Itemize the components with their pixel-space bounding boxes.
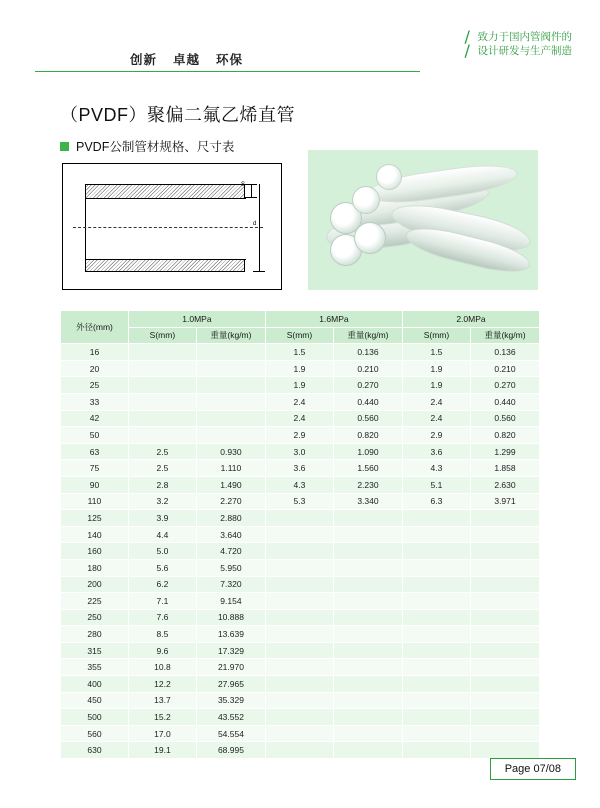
drawing-tick-mid [245,197,257,198]
cell-value [470,725,539,742]
header-group-3: 2.0MPa [402,311,539,328]
cell-value [470,692,539,709]
cell-value [333,510,402,527]
cell-outer-diameter: 125 [61,510,129,527]
header-weight-2: 重量(kg/m) [333,327,402,344]
cell-value [333,676,402,693]
cell-value: 1.5 [265,344,333,361]
cell-outer-diameter: 400 [61,676,129,693]
table-row [61,344,540,361]
cell-value [333,626,402,643]
table-row [61,377,540,394]
cell-value: 10.888 [196,609,265,626]
cell-outer-diameter: 16 [61,344,129,361]
cell-value [265,593,333,610]
cell-value: 2.230 [333,476,402,493]
cell-value: 1.9 [402,377,470,394]
pipe-end-circle [376,164,402,190]
cell-value: 10.8 [128,659,196,676]
cell-value: 2.9 [265,427,333,444]
table-row [61,559,540,576]
cell-value [196,344,265,361]
cell-value [470,559,539,576]
cell-outer-diameter: 140 [61,526,129,543]
cell-value [333,642,402,659]
cell-value: 2.8 [128,476,196,493]
table-row [61,360,540,377]
table-row [61,626,540,643]
cell-value: 7.6 [128,609,196,626]
cell-outer-diameter: 90 [61,476,129,493]
header-tagline [464,27,573,60]
cell-value [333,742,402,759]
cell-value [402,609,470,626]
cell-value: 8.5 [128,626,196,643]
header-s-3: S(mm) [402,327,470,344]
table-row [61,476,540,493]
cell-value: 17.0 [128,725,196,742]
cell-value: 1.858 [470,460,539,477]
cell-value [196,427,265,444]
cell-value [128,377,196,394]
cell-value: 2.9 [402,427,470,444]
slogan-word-1: 创新 [130,53,158,67]
section-title-label: PVDF公制管材规格、尺寸表 [76,140,235,154]
cell-outer-diameter: 630 [61,742,129,759]
drawing-dimension-d [259,184,260,272]
cell-outer-diameter: 180 [61,559,129,576]
cell-value: 2.5 [128,460,196,477]
cell-value [265,543,333,560]
cell-value [265,526,333,543]
cell-value: 1.5 [402,344,470,361]
cell-value [402,576,470,593]
cell-value: 4.4 [128,526,196,543]
cell-value: 2.4 [402,410,470,427]
cell-value: 2.4 [265,393,333,410]
cell-value [402,742,470,759]
table-sub-header-row [61,327,540,344]
cell-value: 4.720 [196,543,265,560]
cell-outer-diameter: 75 [61,460,129,477]
table-row [61,609,540,626]
cell-value [333,609,402,626]
cell-value [333,593,402,610]
cell-value: 1.110 [196,460,265,477]
cell-value: 17.329 [196,642,265,659]
cell-value: 0.560 [333,410,402,427]
cell-value: 1.9 [265,377,333,394]
cell-value [265,692,333,709]
table-row [61,742,540,759]
cell-value: 3.6 [265,460,333,477]
cell-value: 0.210 [470,360,539,377]
cell-value: 0.136 [470,344,539,361]
cell-value: 68.995 [196,742,265,759]
cell-value: 9.154 [196,593,265,610]
cell-value [196,410,265,427]
cell-outer-diameter: 355 [61,659,129,676]
header-outer-diameter: 外径(mm) [61,311,129,344]
table-row [61,593,540,610]
cell-value: 1.9 [265,360,333,377]
cell-outer-diameter: 450 [61,692,129,709]
pipe-cross-section-drawing [62,163,282,290]
cell-value [402,659,470,676]
cell-value [470,609,539,626]
cell-outer-diameter: 315 [61,642,129,659]
cell-outer-diameter: 250 [61,609,129,626]
cell-outer-diameter: 42 [61,410,129,427]
cell-value [470,642,539,659]
cell-value: 4.3 [402,460,470,477]
cell-value: 21.970 [196,659,265,676]
header-group-1: 1.0MPa [128,311,265,328]
header-weight-1: 重量(kg/m) [196,327,265,344]
cell-value [128,410,196,427]
header-tagline-line2: 设计研发与生产制造 [477,45,572,57]
cell-value [265,510,333,527]
page-number: Page 07/08 [490,758,576,780]
cell-value [265,659,333,676]
product-photo [308,150,538,290]
header-s-2: S(mm) [265,327,333,344]
page-title: （PVDF）聚偏二氟乙烯直管 [60,105,296,125]
cell-value: 0.440 [333,393,402,410]
cell-value [333,526,402,543]
cell-value: 0.210 [333,360,402,377]
cell-value: 0.136 [333,344,402,361]
cell-value [333,559,402,576]
cell-value [196,377,265,394]
cell-value [402,593,470,610]
cell-value: 4.3 [265,476,333,493]
cell-outer-diameter: 33 [61,393,129,410]
cell-value: 3.971 [470,493,539,510]
cell-value: 0.820 [333,427,402,444]
cell-value: 0.270 [333,377,402,394]
cell-value [470,576,539,593]
cell-value: 5.950 [196,559,265,576]
cell-value [265,609,333,626]
drawing-tick-bottom [253,271,265,272]
cell-value: 0.270 [470,377,539,394]
drawing-bore [86,198,246,260]
cell-value [333,725,402,742]
cell-outer-diameter: 50 [61,427,129,444]
cell-value [402,559,470,576]
table-row [61,410,540,427]
cell-value [265,709,333,726]
cell-value: 3.0 [265,443,333,460]
cell-value: 3.9 [128,510,196,527]
cell-value: 12.2 [128,676,196,693]
cell-value [333,543,402,560]
cell-value [128,427,196,444]
cell-value [265,559,333,576]
cell-value: 1.9 [402,360,470,377]
cell-value [402,692,470,709]
cell-value: 6.3 [402,493,470,510]
table-row [61,526,540,543]
cell-value: 3.340 [333,493,402,510]
cell-value: 43.552 [196,709,265,726]
page-header [0,0,600,85]
cell-value: 2.270 [196,493,265,510]
cell-value [470,526,539,543]
cell-value: 2.5 [128,443,196,460]
cell-value [402,709,470,726]
square-bullet-icon [60,142,69,151]
slash-icon-2: / [464,41,470,60]
cell-value: 0.560 [470,410,539,427]
header-slogan [130,50,259,68]
cell-value: 13.7 [128,692,196,709]
table-row [61,692,540,709]
table-row [61,543,540,560]
header-group-2: 1.6MPa [265,311,402,328]
cell-value: 35.329 [196,692,265,709]
table-row [61,510,540,527]
drawing-tick-top [245,184,257,185]
cell-outer-diameter: 110 [61,493,129,510]
cell-outer-diameter: 280 [61,626,129,643]
header-s-1: S(mm) [128,327,196,344]
cell-outer-diameter: 20 [61,360,129,377]
cell-value: 7.320 [196,576,265,593]
cell-value [333,692,402,709]
cell-outer-diameter: 160 [61,543,129,560]
cell-outer-diameter: 63 [61,443,129,460]
cell-value: 1.490 [196,476,265,493]
cell-value [265,626,333,643]
cell-value: 2.4 [265,410,333,427]
cell-value: 5.0 [128,543,196,560]
cell-value [470,659,539,676]
pipe-end-circle [352,186,380,214]
slogan-word-3: 环保 [216,53,244,67]
slogan-word-2: 卓越 [173,53,201,67]
table-row [61,393,540,410]
table-row [61,709,540,726]
cell-value: 0.820 [470,427,539,444]
cell-value [196,360,265,377]
section-title [60,137,234,155]
cell-value: 1.560 [333,460,402,477]
cell-value: 15.2 [128,709,196,726]
cell-outer-diameter: 25 [61,377,129,394]
specification-table [60,310,540,759]
cell-value [402,526,470,543]
cell-outer-diameter: 200 [61,576,129,593]
table-row [61,443,540,460]
cell-value [470,510,539,527]
cell-value [402,676,470,693]
table-row [61,642,540,659]
cell-value [333,576,402,593]
cell-value [470,676,539,693]
cell-outer-diameter: 500 [61,709,129,726]
cell-value [402,543,470,560]
cell-value: 2.4 [402,393,470,410]
header-divider [35,71,420,72]
table-row [61,576,540,593]
cell-value [265,725,333,742]
table-body [61,344,540,759]
table-row [61,460,540,477]
cell-value [402,510,470,527]
cell-value [333,659,402,676]
cell-value [196,393,265,410]
cell-value [402,626,470,643]
cell-value: 1.090 [333,443,402,460]
slash-icon-1: / [464,27,470,46]
cell-value: 9.6 [128,642,196,659]
pipe-end-circle [354,222,386,254]
cell-value [265,576,333,593]
cell-value: 2.880 [196,510,265,527]
table-row [61,427,540,444]
cell-outer-diameter: 225 [61,593,129,610]
cell-value: 3.6 [402,443,470,460]
cell-value [402,642,470,659]
cell-value [333,709,402,726]
header-weight-3: 重量(kg/m) [470,327,539,344]
cell-value: 27.965 [196,676,265,693]
table-row [61,493,540,510]
cell-value [265,642,333,659]
drawing-label-d: d [253,221,257,227]
table-group-header-row [61,311,540,328]
cell-outer-diameter: 560 [61,725,129,742]
header-tagline-line1: 致力于国内管阀件的 [477,31,572,43]
cell-value: 54.554 [196,725,265,742]
cell-value: 3.2 [128,493,196,510]
drawing-dimension-s [251,184,252,198]
cell-value: 5.3 [265,493,333,510]
cell-value: 7.1 [128,593,196,610]
cell-value [470,742,539,759]
cell-value [402,725,470,742]
cell-value: 19.1 [128,742,196,759]
cell-value [128,360,196,377]
cell-value: 0.930 [196,443,265,460]
cell-value: 5.1 [402,476,470,493]
cell-value: 6.2 [128,576,196,593]
cell-value: 0.440 [470,393,539,410]
cell-value: 2.630 [470,476,539,493]
cell-value: 13.639 [196,626,265,643]
cell-value: 5.6 [128,559,196,576]
cell-value [470,543,539,560]
table-row [61,659,540,676]
cell-value [128,393,196,410]
cell-value [265,676,333,693]
cell-value [470,709,539,726]
cell-value [265,742,333,759]
drawing-label-s: S [241,182,246,188]
cell-value [470,626,539,643]
cell-value [128,344,196,361]
drawing-wall-hatch [85,184,245,272]
drawing-centerline [73,227,263,228]
cell-value: 3.640 [196,526,265,543]
table-row [61,676,540,693]
table-row [61,725,540,742]
cell-value: 1.299 [470,443,539,460]
cell-value [470,593,539,610]
